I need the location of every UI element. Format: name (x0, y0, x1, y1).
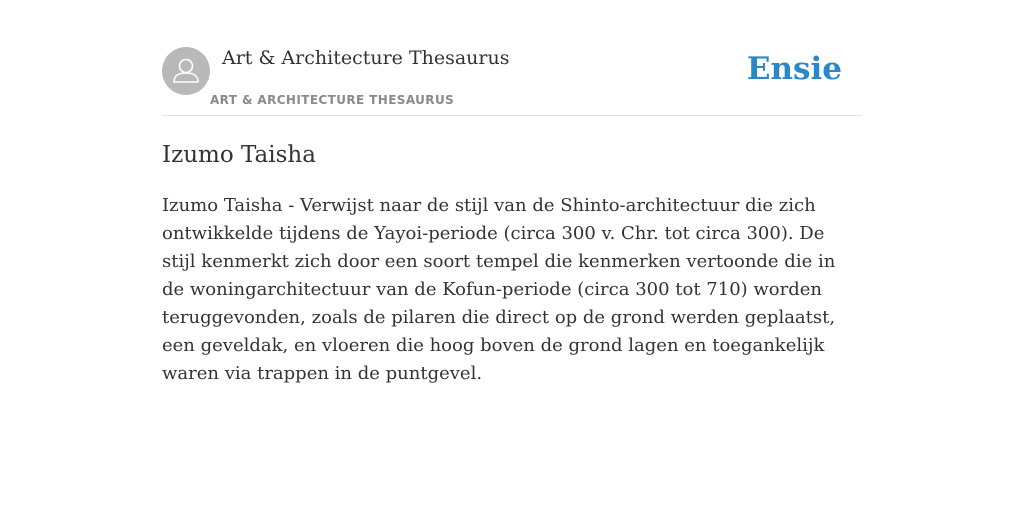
definition-card (162, 0, 862, 512)
avatar[interactable] (162, 47, 210, 95)
article-body: Izumo Taisha - Verwijst naar de stijl van de Shinto-architectuur die zich ontwikkelde tijdens de Yayoi-periode (circa 300 v. Chr. tot circa 300). De stijl kenmerkt zich door een soort tempel die kenmerken vertoonde die in de woningarchitectuur van de Kofun-periode (circa 300 tot 710) worden teruggevonden, zoals de pilaren die direct op de grond werden geplaatst, een geveldak, en vloeren die hoog boven de grond lagen en toegankelijk waren via trappen in de puntgevel. (162, 195, 836, 384)
source-caption: ART & ARCHITECTURE THESAURUS (210, 93, 455, 107)
source-name[interactable]: Art & Architecture Thesaurus (222, 47, 510, 69)
user-silhouette-icon (162, 47, 210, 95)
brand-logo[interactable]: Ensie (746, 51, 842, 87)
article-title: Izumo Taisha (162, 142, 316, 168)
card-header (162, 0, 862, 116)
